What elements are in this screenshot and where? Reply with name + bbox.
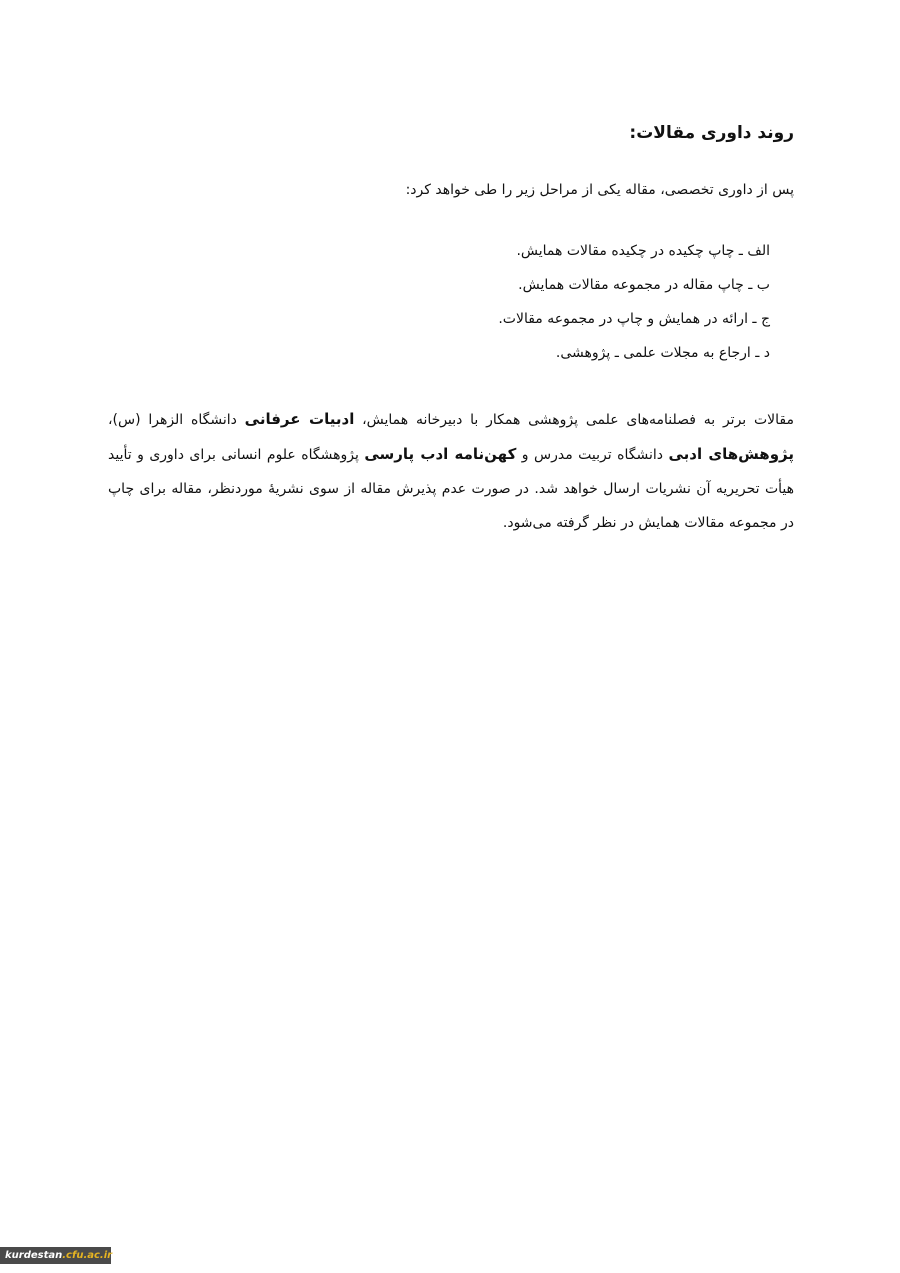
list-item: ج ـ ارائه در همایش و چاپ در مجموعه مقالات. [498, 311, 770, 327]
site-watermark [0, 1247, 111, 1264]
paragraph-text: دانشگاه الزهرا (س)، [108, 412, 245, 428]
watermark-domain: .cfu.ac.ir [62, 1250, 113, 1261]
intro-text: پس از داوری تخصصی، مقاله یکی از مراحل زیر را طی خواهد کرد: [405, 182, 794, 198]
body-paragraph [108, 402, 794, 540]
list-item: الف ـ چاپ چکیده در چکیده مقالات همایش. [516, 243, 770, 259]
paragraph-text: پژوهشگاه علوم انسانی برای داوری و تأیید هیأت تحریریه آن نشریات ارسال خواهد شد. در صورت عدم پذیرش مقاله از سوی نشریهٔ موردنظر، مقاله برای چاپ در مجموعه مقالات همایش در نظر گرفته می‌شود. [108, 447, 794, 531]
watermark-site: kurdestan [5, 1250, 63, 1261]
journal-name: کهن‌نامه ادب پارسی [364, 445, 517, 463]
list-item: ب ـ چاپ مقاله در مجموعه مقالات همایش. [518, 277, 770, 293]
journal-name: پژوهش‌های ادبی [668, 445, 794, 463]
review-stages-list [498, 234, 794, 370]
list-item: د ـ ارجاع به مجلات علمی ـ پژوهشی. [555, 345, 770, 361]
section-heading: روند داوری مقالات: [629, 123, 794, 143]
paragraph-text: دانشگاه تربیت مدرس و [516, 447, 669, 463]
document-page [108, 0, 794, 1273]
journal-name: ادبیات عرفانی [244, 410, 355, 428]
paragraph-text: مقالات برتر به فصلنامه‌های علمی پژوهشی همکار با دبیرخانه همایش، [354, 412, 794, 428]
